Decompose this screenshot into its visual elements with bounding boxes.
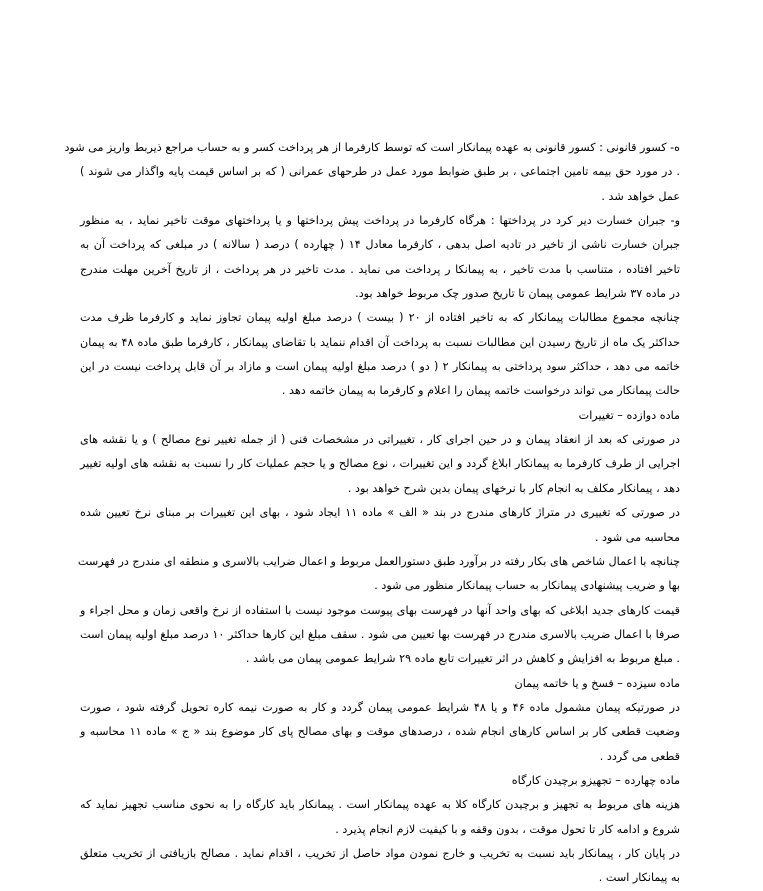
text-line: در صورتی که تغییری در متراژ کارهای مندرج در بند « الف » ماده ۱۱ ایجاد شود ، بهای این تغییرات بر مبنای نرخ تعیین شده: [80, 506, 681, 520]
text-line: در پایان کار ، پیمانکار باید نسبت به تخریب و خارج نمودن مواد حاصل از تخریب ، اقدام نماید . مصالح بازیافتی از تخریب متعلق: [80, 846, 680, 860]
text-line: و- جبران خسارت دیر کرد در پرداختها : هرگاه کارفرما در پرداخت پیش پرداختها و یا پرداختهای موقت تاخیر نماید ، به منظور: [80, 214, 680, 228]
text-line: در صورتیکه پیمان مشمول ماده ۴۶ و یا ۴۸ شرایط عمومی پیمان گردد و کار به صورت نیمه کاره تحویل گرفته شود ، صورت: [80, 700, 681, 714]
text-line: . مبلغ مربوط به افزایش و کاهش در اثر تغییرات تابع ماده ۲۹ شرایط عمومی پیمان می باشد .: [245, 652, 680, 666]
text-line: چنانچه با اعمال شاخص های بکار رفته در برآورد طبق دستورالعمل مربوط و اعمال ضرایب بالاسری و منطقه ای مندرج در فهرست: [77, 554, 680, 568]
text-line: جبران خسارت ناشی از تاخیر در تادیه اصل بدهی ، کارفرما معادل ۱۴ ( چهارده ) درصد ( سالانه ) در مبلغی که پرداخت آن به: [80, 238, 681, 252]
text-line: در صورتی که بعد از انعقاد پیمان و در حین اجرای کار ، تغییراتی در مشخصات فنی ( از جمله تغییر نوع مصالح ) و یا نقشه های: [80, 433, 680, 447]
text-line: قطعی می گردد .: [599, 749, 680, 763]
text-line: بها و ضریب پیشنهادی پیمانکار به حساب پیمانکار منظور می شود .: [374, 579, 680, 593]
text-line: شروع و ادامه کار تا تحول موقت ، بدون وقفه و با کیفیت لازم انجام پذیرد .: [335, 822, 680, 836]
text-line: چنانچه مجموع مطالبات پیمانکار که به تاخیر افتاده از ۲۰ ( بیست ) درصد مبلغ اولیه پیمان تجاوز نماید و کارفرما ظرف مدت: [80, 311, 681, 325]
text-line: خاتمه می دهد ، حداکثر سود پرداختی به پیمانکار ۲ ( دو ) درصد مبلغ اولیه پیمان است و مازاد بر آن قابل پرداخت نیست در این: [80, 360, 680, 374]
text-line: وضعیت قطعی کار بر اساس کارهای انجام شده ، درصدهای موقت و بهای مصالح پای کار موضوع بند « ج » ماده ۱۱ محاسبه و: [80, 725, 680, 739]
text-line: ماده دوازده – تغییرات: [578, 408, 680, 422]
text-line: صرفا با اعمال ضریب بالاسری مندرج در فهرست بها تعیین می شود . سقف مبلغ این کارها حداکثر ۱۰ درصد مبلغ اولیه پیمان است: [80, 627, 680, 641]
text-line: حداکثر یک ماه از تاریخ رسیدن این مطالبات نسبت به پرداخت آن اقدام ننماید با تقاضای پیمانکار ، کارفرما طبق ماده ۴۸ به پیمان: [80, 335, 680, 349]
text-line: در ماده ۳۷ شرایط عمومی پیمان تا تاریخ صدور چک مربوط خواهد بود.: [355, 287, 680, 301]
text-line: دهد ، پیمانکار مکلف به انجام کار با نرخهای پیمان بدین شرح خواهد بود .: [347, 481, 680, 495]
text-line: حالت پیمانکار می تواند درخواست خاتمه پیمان را اعلام و کارفرما به پیمان خاتمه دهد .: [281, 384, 680, 398]
text-line: . در مورد حق بیمه تامین اجتماعی ، بر طبق ضوابط مورد عمل در طرحهای عمرانی ( که بر اساس قیمت پایه واگذار می شوند ): [80, 165, 680, 179]
text-line: عمل خواهد شد .: [601, 189, 680, 203]
text-line: اجرایی از طرف کارفرما به پیمانکار ابلاغ گردد و این تغییرات ، نوع مصالح و یا حجم عملیات کار را نسبت به نقشه های اولیه تغییر: [80, 457, 680, 471]
text-line: هزینه های مربوط به تجهیز و برچیدن کارگاه کلا به عهده پیمانکار است . پیمانکار باید کارگاه را به نحوی مناسب تجهیز نماید که: [80, 798, 680, 812]
text-line: محاسبه می شود .: [594, 530, 680, 544]
text-line: تاخیر افتاده ، متناسب با مدت تاخیر ، به پیمانکا ر پرداخت می نماید . مدت تاخیر در هر پرداخت ، از تاریخ آخرین مهلت مندرج: [80, 262, 680, 276]
document-body: [64, 136, 681, 891]
text-line: به پیمانکار است .: [598, 871, 680, 885]
text-line: ماده چهارده – تجهیزو برچیدن کارگاه: [511, 773, 680, 787]
text-line: ماده سیزده – فسخ و یا خاتمه پیمان: [514, 676, 680, 690]
text-line: قیمت کارهای جدید ابلاغی که بهای واحد آنها در فهرست بهای پیوست موجود نیست با استفاده از نرخ واقعی زمان و محل اجراء و: [80, 603, 680, 617]
text-line: ه- کسور قانونی : کسور قانونی به عهده پیمانکار است که توسط کارفرما از هر پرداخت کسر و به حساب مراجع ذیربط واریز می شود: [64, 141, 680, 154]
